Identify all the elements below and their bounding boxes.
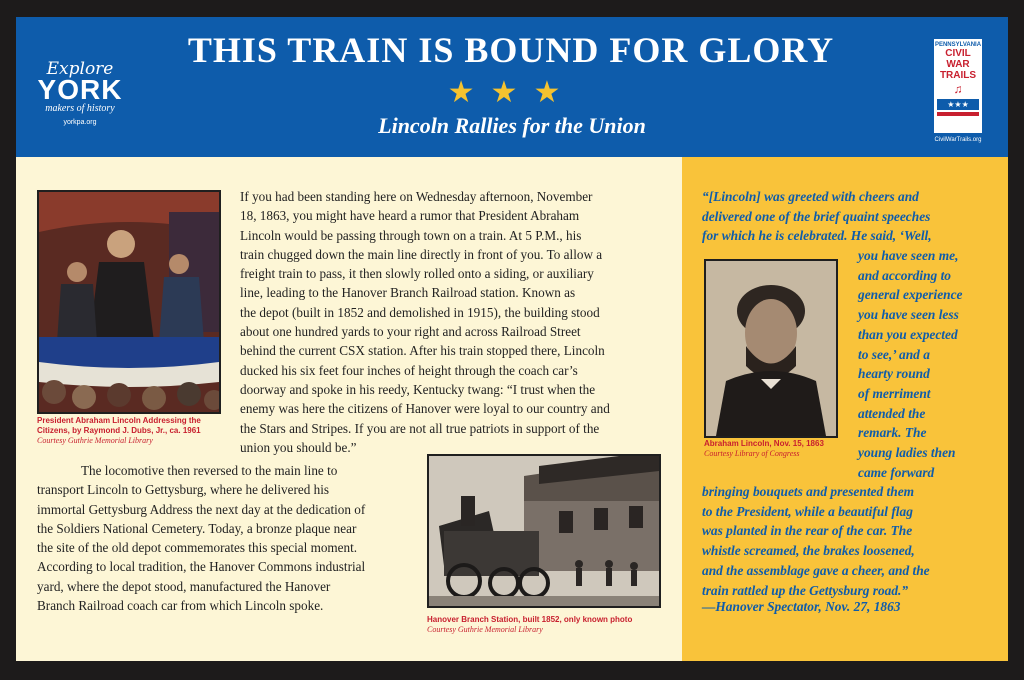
cwt-stars: ★★★ <box>937 99 979 110</box>
photo3-caption <box>704 439 864 459</box>
quote-line: to see,’ and a <box>858 346 930 362</box>
quote-side <box>858 246 1008 482</box>
station-image <box>429 456 659 606</box>
photo2-caption <box>427 615 667 635</box>
cwt-state: PENNSYLVANIA <box>934 42 982 48</box>
stars-decoration: ★★★ <box>447 76 577 109</box>
p2-line: Branch Railroad coach car from which Lincoln spoke. <box>37 598 324 614</box>
cwt-url: CivilWarTrails.org <box>934 137 982 143</box>
sign-panel <box>16 17 1008 661</box>
quote-line: to the President, while a beautiful flag <box>702 503 913 519</box>
p1-line: train chugged down the main line directly in front of you. To allow a <box>240 246 603 262</box>
logo-url: yorkpa.org <box>63 119 97 126</box>
civil-war-trails-logo <box>934 39 982 133</box>
station-photo <box>427 454 661 608</box>
p1-line: the depot (built in 1852 and demolished in 1915), the building stood <box>240 304 600 320</box>
cwt-stripe <box>937 112 979 116</box>
p1-line: about one hundred yards to your right and across Railroad Street <box>240 324 581 340</box>
lincoln-portrait-photo <box>704 259 838 438</box>
bugle-icon: ♫ <box>953 82 963 96</box>
p2-line: transport Lincoln to Gettysburg, where he delivered his <box>37 482 330 498</box>
p2-line: immortal Gettysburg Address the next day at the dedication of <box>37 501 366 517</box>
photo1-caption <box>37 416 222 446</box>
p1-line: enemy was here the citizens of Hanover were loyal to our country and <box>240 401 610 417</box>
p1-line: the Stars and Stripes. If you are not all true patriots in support of the <box>240 420 600 436</box>
quote-line: delivered one of the brief quaint speeches <box>702 208 931 224</box>
page-subtitle: Lincoln Rallies for the Union <box>378 113 646 138</box>
p1-line: freight train to pass, it then slowly rolled onto a siding, or auxiliary <box>240 266 594 282</box>
header-banner <box>16 17 1008 157</box>
photo2-caption-title: Hanover Branch Station, built 1852, only known photo <box>427 615 633 624</box>
logo-tagline: makers of history <box>45 103 115 114</box>
p2-line: yard, where the depot stood, manufactured the Hanover <box>37 578 331 594</box>
quote-line: and according to <box>858 267 951 283</box>
quote-line: for which he is celebrated. He said, ‘Well, <box>702 228 932 244</box>
page-title: THIS TRAIN IS BOUND FOR GLORY <box>187 30 835 70</box>
cwt-line2: TRAILS <box>939 70 977 81</box>
quote-top <box>702 187 1002 246</box>
quote-attribution: —Hanover Spectator, Nov. 27, 1863 <box>702 599 901 614</box>
p1-line: behind the current CSX station. After his train stopped there, Lincoln <box>240 343 605 359</box>
quote-line: you have seen less <box>858 307 959 323</box>
quote-line: whistle screamed, the brakes loosened, <box>702 543 915 559</box>
photo1-credit: Courtesy Guthrie Memorial Library <box>37 436 153 445</box>
p2-line: The locomotive then reversed to the main line to <box>81 463 338 478</box>
quote-line: you have seen me, <box>858 248 959 263</box>
p1-line: If you had been standing here on Wednesday afternoon, November <box>240 189 593 204</box>
body-paragraph-1 <box>240 187 670 457</box>
quote-line: of merriment <box>858 385 931 401</box>
photo2-credit: Courtesy Guthrie Memorial Library <box>427 625 543 634</box>
painting-photo <box>37 190 221 414</box>
quote-line: attended the <box>858 405 926 421</box>
quote-line: and the assemblage gave a cheer, and the <box>702 562 930 578</box>
quote-line: bringing bouquets and presented them <box>702 484 915 499</box>
p2-line: the Soldiers National Cemetery. Today, a bronze plaque near <box>37 520 357 536</box>
quote-line: came forward <box>858 464 935 480</box>
p2-line: the site of the old depot commemorates this special moment. <box>37 540 358 556</box>
p1-line: ducked his six feet four inches of height through the coach car’s <box>240 362 578 378</box>
photo1-caption-title: President Abraham Lincoln Addressing the Citizens, by Raymond J. Dubs, Jr., ca. 1961 <box>37 416 201 435</box>
quote-line: general experience <box>858 287 963 303</box>
logo-explore: Explore <box>46 59 114 79</box>
painting-image <box>39 192 219 412</box>
body-paragraph-2 <box>37 461 417 615</box>
quote-line: remark. The <box>858 425 927 441</box>
photo3-caption-title: Abraham Lincoln, Nov. 15, 1863 <box>704 439 824 448</box>
quote-line: than you expected <box>858 326 958 342</box>
p2-line: According to local tradition, the Hanover Commons industrial <box>37 559 366 575</box>
cwt-line1: CIVIL WAR <box>945 48 971 70</box>
p1-line: union you should be.” <box>240 439 357 455</box>
portrait-image <box>706 261 836 436</box>
quote-line: was planted in the rear of the car. The <box>702 523 913 539</box>
quote-bottom <box>702 482 1002 600</box>
p1-line: doorway and spoke in his reedy, Kentucky twang: “I trust when the <box>240 381 596 397</box>
quote-line: “[Lincoln] was greeted with cheers and <box>702 189 919 204</box>
photo3-credit: Courtesy Library of Congress <box>704 449 800 458</box>
quote-line: young ladies then <box>858 445 956 461</box>
quote-line: train rattled up the Gettysburg road.” <box>702 582 909 598</box>
p1-line: Lincoln would be passing through town on a train. At 5 P.M., his <box>240 227 582 243</box>
p1-line: line, leading to the Hanover Branch Railroad station. Known as <box>240 285 576 301</box>
logo-york: YORK <box>37 74 123 105</box>
p1-line: 18, 1863, you might have heard a rumor that President Abraham <box>240 208 580 224</box>
quote-line: hearty round <box>858 366 930 382</box>
